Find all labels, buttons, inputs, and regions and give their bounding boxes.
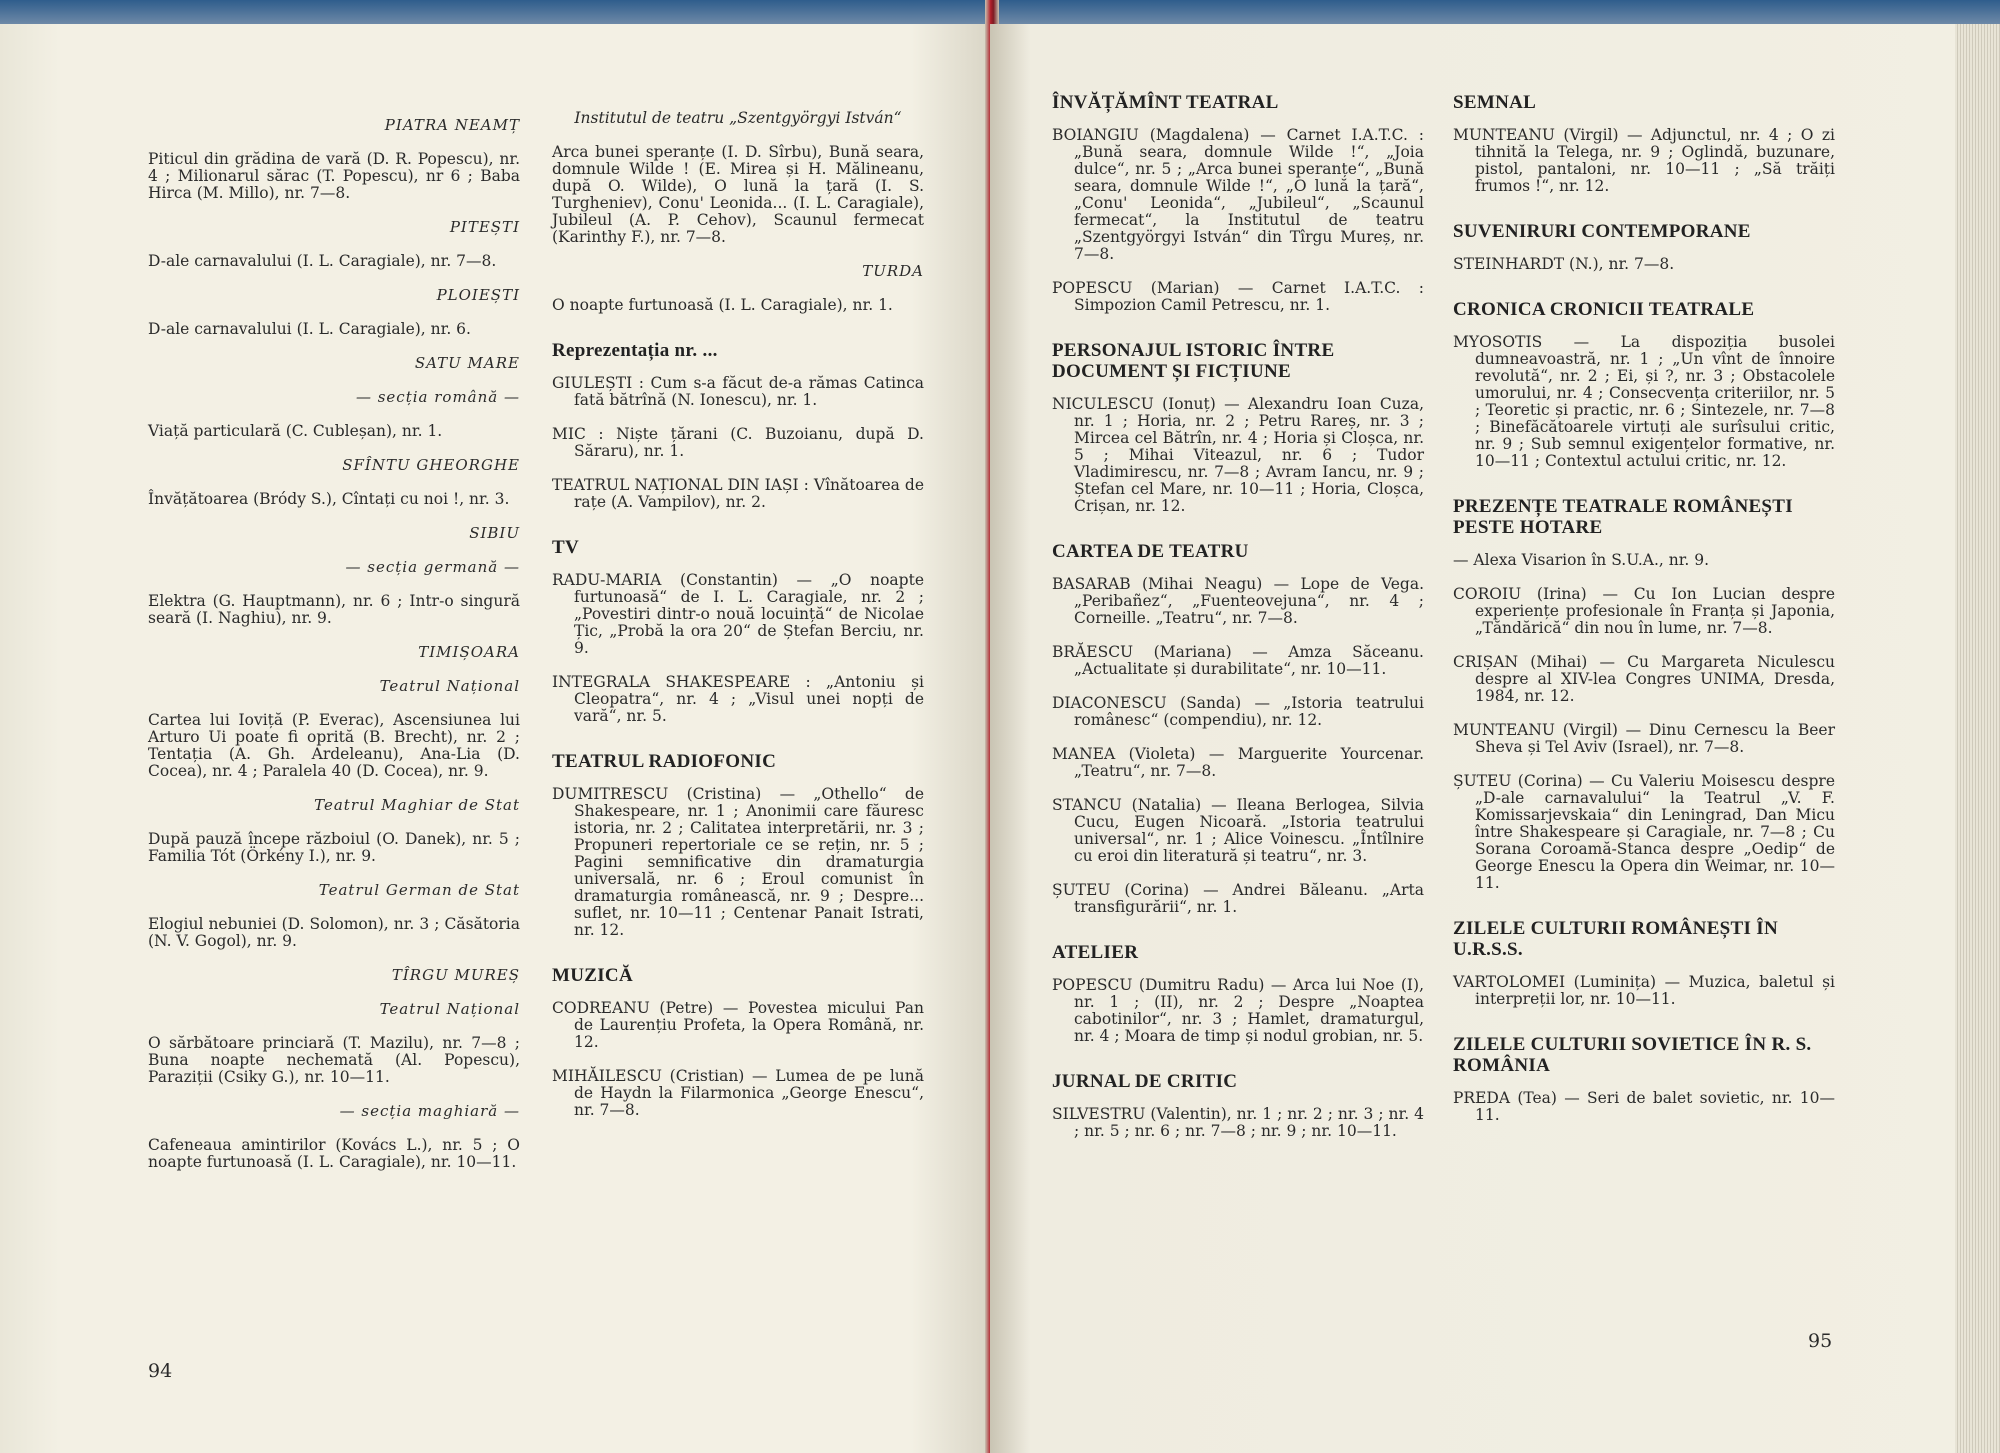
index-entry: Arca bunei speranțe (I. D. Sîrbu), Bună seara, domnule Wilde ! (E. Mirea și H. Mălineanu, după O. Wilde), O lună la țară (I. S. Turgheniev), Conu' Leonida... (I. L. Caragiale), Jubileul (A. P. Cehov), Scaunul fermecat (Karinthy F.), nr. 7—8. xyxy=(552,143,924,246)
index-entry: O noapte furtunoasă (I. L. Caragiale), nr. 1. xyxy=(552,296,893,314)
index-entry: Elogiul nebuniei (D. Solomon), nr. 3 ; Căsătoria (N. V. Gogol), nr. 9. xyxy=(148,915,520,950)
index-entry: MIC : Niște țărani (C. Buzoianu, după D. Săraru), nr. 1. xyxy=(552,425,924,460)
index-entry: ȘUTEU (Corina) — Andrei Băleanu. „Arta transfigurării“, nr. 1. xyxy=(1052,881,1424,916)
section-heading: PERSONAJUL ISTORIC ÎNTRE DOCUMENT ȘI FICȚIUNE xyxy=(1052,340,1335,382)
section-heading: TEATRUL RADIOFONIC xyxy=(552,751,777,772)
location-heading: TURDA xyxy=(862,262,924,280)
location-heading: SFÎNTU GHEORGHE xyxy=(342,456,520,474)
index-entry: MANEA (Violeta) — Marguerite Yourcenar. „Teatru“, nr. 7—8. xyxy=(1052,745,1424,780)
location-heading: PIATRA NEAMȚ xyxy=(384,116,520,134)
index-entry: Elektra (G. Hauptmann), nr. 6 ; Intr-o singură seară (I. Naghiu), nr. 9. xyxy=(148,592,520,627)
institution-heading: Institutul de teatru „Szentgyörgyi István“ xyxy=(574,109,902,127)
index-entry: CODREANU (Petre) — Povestea micului Pan de Laurențiu Profeta, la Opera Română, nr. 12. xyxy=(552,999,924,1051)
location-heading: Teatrul Național xyxy=(379,1000,520,1018)
right-column-2 xyxy=(1453,92,1835,1141)
index-entry: BASARAB (Mihai Neagu) — Lope de Vega. „Peribañez“, „Fuenteovejuna“, nr. 4 ; Corneille. „Teatru“, nr. 7—8. xyxy=(1052,575,1424,627)
right-page xyxy=(990,24,1995,1453)
index-entry: COROIU (Irina) — Cu Ion Lucian despre experiențe profesionale în Franța și Japonia, „Tăndărică“ din nou în lume, nr. 7—8. xyxy=(1453,585,1835,637)
index-entry: INTEGRALA SHAKESPEARE : „Antoniu și Cleopatra“, nr. 4 ; „Visul unei nopți de vară“, nr. 5. xyxy=(552,673,924,725)
left-column-1 xyxy=(148,117,520,1188)
section-heading: SUVENIRURI CONTEMPORANE xyxy=(1453,221,1751,242)
section-heading: ÎNVĂȚĂMÎNT TEATRAL xyxy=(1052,92,1279,113)
index-entry: SILVESTRU (Valentin), nr. 1 ; nr. 2 ; nr. 3 ; nr. 4 ; nr. 5 ; nr. 6 ; nr. 7—8 ; nr. 9 ; nr. 10—11. xyxy=(1052,1105,1424,1140)
index-entry: Învățătoarea (Bródy S.), Cîntați cu noi !, nr. 3. xyxy=(148,490,510,508)
location-heading: Teatrul German de Stat xyxy=(318,881,520,899)
section-heading: TV xyxy=(552,537,579,558)
index-entry: RADU-MARIA (Constantin) — „O noapte furtunoasă“ de I. L. Caragiale, nr. 2 ; „Povestiri dintr-o nouă locuință“ de Nicolae Țic, „Probă la ora 20“ de Ștefan Berciu, nr. 9. xyxy=(552,571,924,657)
index-entry: GIULEȘTI : Cum s-a făcut de-a rămas Catinca fată bătrînă (N. Ionescu), nr. 1. xyxy=(552,374,924,409)
page-number-left: 94 xyxy=(148,1360,173,1382)
index-entry: BRĂESCU (Mariana) — Amza Săceanu. „Actualitate și durabilitate“, nr. 10—11. xyxy=(1052,643,1424,678)
index-entry: MUNTEANU (Virgil) — Dinu Cernescu la Beer Sheva și Tel Aviv (Israel), nr. 7—8. xyxy=(1453,721,1835,756)
index-entry: NICULESCU (Ionuț) — Alexandru Ioan Cuza, nr. 1 ; Horia, nr. 2 ; Petru Rareș, nr. 3 ; Mircea cel Bătrîn, nr. 4 ; Horia și Cloșca, nr. 5 ; Mihai Viteazul, nr. 6 ; Tudor Vladimirescu, nr. 7—8 ; Avram Iancu, nr. 9 ; Ștefan cel Mare, nr. 10—11 ; Horia, Cloșca, Crișan, nr. 12. xyxy=(1052,395,1424,515)
section-heading: ZILELE CULTURII SOVIETICE ÎN R. S. ROMÂNIA xyxy=(1453,1034,1812,1076)
index-entry: PREDA (Tea) — Seri de balet sovietic, nr. 10—11. xyxy=(1453,1089,1835,1124)
section-heading: ATELIER xyxy=(1052,942,1139,963)
section-heading: ZILELE CULTURII ROMÂNEȘTI ÎN U.R.S.S. xyxy=(1453,918,1778,960)
index-entry: MIHĂILESCU (Cristian) — Lumea de pe lună de Haydn la Filarmonica „George Enescu“, nr. 7—8. xyxy=(552,1067,924,1119)
location-heading: SIBIU xyxy=(469,524,520,542)
index-entry: Viață particulară (C. Cubleșan), nr. 1. xyxy=(148,422,443,440)
index-entry: După pauză începe războiul (O. Danek), nr. 5 ; Familia Tót (Örkény I.), nr. 9. xyxy=(148,830,520,865)
index-entry: STEINHARDT (N.), nr. 7—8. xyxy=(1453,255,1675,273)
page-number-right: 95 xyxy=(1808,1330,1833,1352)
index-entry: Piticul din grădina de vară (D. R. Popescu), nr. 4 ; Milionarul sărac (T. Popescu), nr 6 ; Baba Hirca (M. Millo), nr. 7—8. xyxy=(148,150,520,202)
section-heading: Reprezentația nr. ... xyxy=(552,340,718,361)
index-entry: POPESCU (Marian) — Carnet I.A.T.C. : Simpozion Camil Petrescu, nr. 1. xyxy=(1052,279,1424,314)
location-heading: — secția română — xyxy=(355,388,520,406)
location-heading: TIMIȘOARA xyxy=(418,643,520,661)
section-heading: PREZENȚE TEATRALE ROMÂNEȘTI PESTE HOTARE xyxy=(1453,496,1793,538)
index-entry: POPESCU (Dumitru Radu) — Arca lui Noe (I), nr. 1 ; (II), nr. 2 ; Despre „Noaptea cabotinilor“, nr. 3 ; Hamlet, dramaturgul, nr. 4 ; Moara de timp și nodul grobian, nr. 5. xyxy=(1052,976,1424,1045)
location-heading: PITEȘTI xyxy=(449,218,520,236)
right-column-1 xyxy=(1052,92,1424,1157)
section-heading: SEMNAL xyxy=(1453,92,1537,113)
location-heading: PLOIEȘTI xyxy=(436,286,520,304)
index-entry: MYOSOTIS — La dispoziția busolei dumneavoastră, nr. 1 ; „Un vînt de înnoire revolută“, nr. 2 ; Ei, și ?, nr. 3 ; Obstacolele umorului, nr. 4 ; Consecvența criteriilor, nr. 5 ; Teoretic și practic, nr. 6 ; Sintezele, nr. 7—8 ; Binefăcătoarele virtuți ale surîsului critic, nr. 9 ; Sub semnul exigențelor formative, nr. 10—11 ; Contextul actului critic, nr. 12. xyxy=(1453,333,1835,470)
index-entry: D-ale carnavalului (I. L. Caragiale), nr. 6. xyxy=(148,320,471,338)
index-entry: D-ale carnavalului (I. L. Caragiale), nr. 7—8. xyxy=(148,252,497,270)
page-edges xyxy=(1955,24,2000,1453)
location-heading: TÎRGU MUREȘ xyxy=(391,966,520,984)
index-entry: CRIȘAN (Mihai) — Cu Margareta Niculescu despre al XIV-lea Congres UNIMA, Dresda, 1984, nr. 12. xyxy=(1453,653,1835,705)
location-heading: Teatrul Maghiar de Stat xyxy=(314,796,520,814)
index-entry: DIACONESCU (Sanda) — „Istoria teatrului românesc“ (compendiu), nr. 12. xyxy=(1052,694,1424,729)
section-heading: MUZICĂ xyxy=(552,965,633,986)
index-entry: TEATRUL NAȚIONAL DIN IAȘI : Vînătoarea de rațe (A. Vampilov), nr. 2. xyxy=(552,476,924,511)
section-heading: JURNAL DE CRITIC xyxy=(1052,1071,1238,1092)
index-entry: ȘUTEU (Corina) — Cu Valeriu Moisescu despre „D-ale carnavalului“ la Teatrul „V. F. Komissarjevskaia“ din Leningrad, Dan Micu între Shakespeare și Caragiale, nr. 7—8 ; Cu Sorana Coroamă-Stanca despre „Oedip“ de George Enescu la Opera din Weimar, nr. 10—11. xyxy=(1453,772,1835,892)
index-entry: VARTOLOMEI (Luminița) — Muzica, baletul și interpreții lor, nr. 10—11. xyxy=(1453,973,1835,1008)
index-entry: Cartea lui Ioviță (P. Everac), Ascensiunea lui Arturo Ui poate fi oprită (B. Brecht), nr. 2 ; Tentația (A. Gh. Ardeleanu), Ana-Lia (D. Cocea), nr. 4 ; Paralela 40 (D. Cocea), nr. 9. xyxy=(148,711,520,780)
book-top-edge xyxy=(0,0,2000,24)
section-heading: CARTEA DE TEATRU xyxy=(1052,541,1249,562)
index-entry: — Alexa Visarion în S.U.A., nr. 9. xyxy=(1453,551,1710,569)
section-heading: CRONICA CRONICII TEATRALE xyxy=(1453,299,1755,320)
index-entry: Cafeneaua amintirilor (Kovács L.), nr. 5 ; O noapte furtunoasă (I. L. Caragiale), nr. 10—11. xyxy=(148,1136,520,1171)
index-entry: O sărbătoare princiară (T. Mazilu), nr. 7—8 ; Buna noapte nechemată (Al. Popescu), Paraziții (Csiky G.), nr. 10—11. xyxy=(148,1034,520,1086)
index-entry: MUNTEANU (Virgil) — Adjunctul, nr. 4 ; O zi tihnită la Telega, nr. 9 ; Oglindă, buzunare, pistol, pantaloni, nr. 10—11 ; „Să trăiți frumos !“, nr. 12. xyxy=(1453,126,1835,195)
location-heading: — secția germană — xyxy=(345,558,520,576)
index-entry: DUMITRESCU (Cristina) — „Othello“ de Shakespeare, nr. 1 ; Anonimii care făuresc istoria, nr. 2 ; Calitatea interpretării, nr. 3 ; Propuneri repertoriale ce se rețin, nr. 5 ; Pagini semnificative din dramaturgia universală, nr. 6 ; Eroul comunist în dramaturgia românească, nr. 9 ; Despre... suflet, nr. 10—11 ; Centenar Panait Istrati, nr. 12. xyxy=(552,785,924,939)
index-entry: STANCU (Natalia) — Ileana Berlogea, Silvia Cucu, Eugen Nicoară. „Istoria teatrului universal“, nr. 1 ; Alice Voinescu. „Întîlnire cu eroi din literatură și teatru“, nr. 3. xyxy=(1052,796,1424,865)
left-column-2 xyxy=(552,110,924,1136)
left-page xyxy=(0,24,990,1453)
location-heading: SATU MARE xyxy=(414,354,520,372)
location-heading: Teatrul Național xyxy=(379,677,520,695)
location-heading: — secția maghiară — xyxy=(339,1102,520,1120)
index-entry: BOIANGIU (Magdalena) — Carnet I.A.T.C. : „Bună seara, domnule Wilde !“, „Joia dulce“, nr. 5 ; „Arca bunei speranțe“, „Bună seara, domnule Wilde !“, „O lună la țară“, „Conu' Leonida“, „Jubileul“, „Scaunul fermecat“, la Institutul de teatru „Szentgyörgyi István“ din Tîrgu Mureș, nr. 7—8. xyxy=(1052,126,1424,263)
